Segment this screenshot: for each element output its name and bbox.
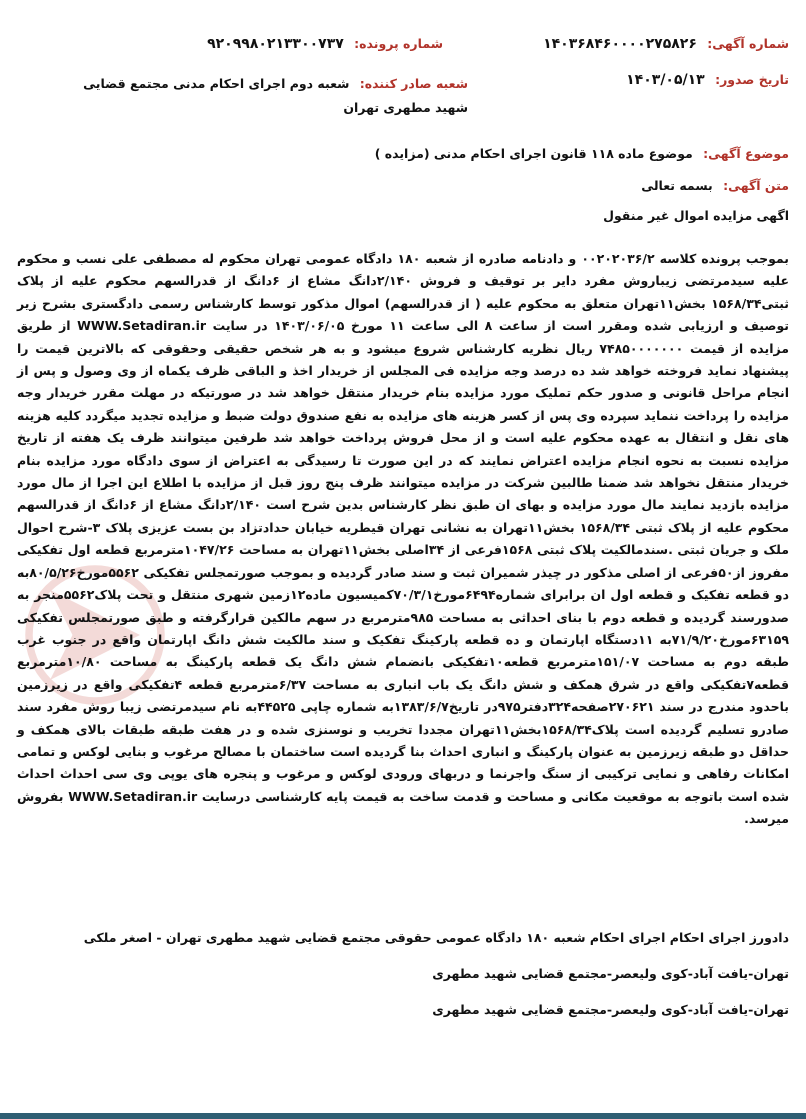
issuing-branch-label: شعبه صادر کننده:: [359, 76, 468, 91]
ad-subject-label: موضوع آگهی:: [703, 146, 789, 161]
auction-heading: اگهی مزایده اموال غیر منقول: [603, 208, 789, 223]
issue-date-value: ۱۴۰۳/۰۵/۱۳: [626, 72, 705, 88]
issue-date-label: تاریخ صدور:: [715, 72, 789, 87]
ad-number: [543, 36, 789, 52]
auction-body: بموجب پرونده کلاسه ۰۰۲۰۲۰۳۶/۲ و دادنامه صادره از شعبه ۱۸۰ دادگاه عمومی تهران محکوم له مصطفی علی نسب و محکوم علیه سیدمرتضی زیباروش مفرد دایر بر توقیف و فروش ۲/۱۴۰دانگ مشاع از ۶دانگ از قدرالسهم محکوم علیه از پلاک ثبتی۱۵۶۸/۳۴ بخش۱۱تهران متعلق به محکوم علیه ( از قدرالسهم) اموال مذکور توسط کارشناس رسمی دادگستری بشرح زیر توصیف و ارزیابی شده ومقرر است از ساعت ۸ الی ساعت ۱۱ مورخ ۱۴۰۳/۰۶/۰۵ در سایت WWW.Setadiran.ir از طریق مزایده از قیمت ۷۴۸۵۰۰۰۰۰۰۰ ریال نظریه کارشناس شروع میشود و به هر شخص حقیقی وحقوقی که بالاترین قیمت را پیشنهاد نماید فروخته خواهد شد ده درصد وجه مزایده فی المجلس از خریدار اخذ و الباقی ظرف یکماه از وی وصول و پس از انجام مراحل قانونی و صدور حکم تملیک مورد مزایده بنام خریدار منتقل خواهد شد در صورتیکه در مهلت مقرر خریدار وجه مزایده را پرداخت ننماید سپرده وی پس از کسر هزینه های مزایده به نفع صندوق دولت ضبط و مزایده تجدید میگردد کلیه هزینه های نقل و انتقال به عهده محکوم علیه است و از محل فروش پرداخت خواهد شد طرفین میتوانند ظرف یک هفته از تاریخ مزایده نسبت به نحوه انجام مزایده اعتراض نمایند که در این صورت تا رسیدگی به اعتراض از سوی دادگاه مورد مزایده بنام خریدار منتقل نخواهد شد ضمنا طالبین شرکت در مزایده میتوانند ظرف پنج روز قبل از مزایده با اطلاع این اجرا از مال مورد مزایده بازدید نمایند مال مورد مزایده و بهای ان طبق نظر کارشناس بدین شرح است ۲/۱۴۰دانگ مشاع از ۶دانگ از قدرالسهم محکوم علیه از پلاک ثبتی ۱۵۶۸/۳۴ بخش۱۱تهران به نشانی تهران قیطریه خیابان حدادتزاد بن بست عزیزی پلاک ۳-شرح احوال ملک و جریان ثبتی .سندمالکیت پلاک ثبتی ۱۵۶۸فرعی از ۳۴اصلی بخش۱۱تهران به مساحت ۱۰۴۷/۲۶مترمربع قطعه اول تفکیکی مفروز از۵۰فرعی از اصلی مذکور در چیذر شمیران ثبت و سند صادر گردیده و بموجب صورتمجلس تفکیکی ۵۵۶۲مورخ۸۰/۵/۲۶به دو قطعه تفکیک و قطعه اول ان برابرای شماره۶۴۹۴مورخ۷۰/۳/۱کمیسیون ماده۱۲زمین شهری منتقل و تحت پلاک۵۵۶۲منجر به صدورسند گردیده و قطعه دوم با بنای احداثی به مساحت ۹۸۵مترمربع در سهم مالکین قرارگرفته و طبق صورتمجلس تفکیکی ۶۳۱۵۹مورخ۷۱/۹/۲۰به ۱۱دستگاه اپارتمان و ده قطعه پارکینگ تفکیک و سند مالکیت شش دانگ اپارتمان واقع در جنوب غرب طبقه دوم به مساحت ۱۵۱/۰۷مترمربع قطعه۱۰تفکیکی بانضمام شش دانگ یک قطعه پارکینگ به مساحت ۱۰/۸۰مترمربع قطعه۷تفکیکی واقع در شرق همکف و شش دانگ یک باب انباری به مساحت ۶/۳۷مترمربع قطعه ۴تفکیکی واقع در زیرزمین باحدود مندرج در سند ۲۷۰۶۲۱صفحه۳۲۴دفتر۹۷۵در تاریخ۱۳۸۳/۶/۷به شماره چاپی ۴۴۵۲۵به نام سیدمرتضی زیبا روش مفرد سند صادرو تسلیم گردیده است پلاک۱۵۶۸/۳۴بخش۱۱تهران مجددا تخریب و نوسنزی شده و در هفت طبقه طبقات بالای همکف و حداقل دو طبقه زیرزمین به عنوان پارکینگ و انباری احداث بنا گردیده است ساختمان با مصالح مرغوب و بنایی لوکس و تمامی امکانات رفاهی و نمایی ترکیبی از سنگ واجرنما و دربهای ورودی لوکس و مرغوب و پنجره های یوپی وی سی احداث احداث شده است باتوجه به موقعیت مکانی و مساحت و قدمت ساخت به قیمت پایه کارشناسی درسایت WWW.Setadiran.ir بفروش میرسد.: [17, 251, 790, 827]
case-number: [207, 36, 443, 52]
issuing-branch: [48, 72, 468, 120]
case-number-value: ۹۲۰۹۹۸۰۲۱۳۳۰۰۷۳۷: [207, 36, 344, 52]
address-line-1: تهران-یافت آباد-کوی ولیعصر-مجتمع قضایی شهید مطهری: [432, 966, 789, 981]
signer-line: دادورز اجرای احکام اجرای احکام شعبه ۱۸۰ دادگاه عمومی حقوقی مجتمع قضایی شهید مطهری تهران - اصغر ملکی: [83, 930, 789, 945]
ad-text: [641, 178, 789, 193]
issuing-branch-value: شعبه دوم اجرای احکام مدنی مجتمع قضایی شهید مطهری تهران: [83, 76, 468, 115]
ad-number-value: ۱۴۰۳۶۸۴۶۰۰۰۰۲۷۵۸۲۶: [543, 36, 697, 52]
ad-number-label: شماره آگهی:: [707, 36, 789, 51]
case-number-label: شماره پرونده:: [354, 36, 443, 51]
issue-date: [626, 72, 789, 88]
ad-subject-value: موضوع ماده ۱۱۸ قانون اجرای احکام مدنی (مزایده ): [374, 146, 693, 161]
ad-text-label: متن آگهی:: [723, 178, 789, 193]
ad-subject: [375, 146, 789, 161]
ad-text-value: بسمه تعالی: [641, 178, 713, 193]
bottom-bar: [0, 1113, 806, 1119]
address-line-2: تهران-یافت آباد-کوی ولیعصر-مجتمع قضایی شهید مطهری: [432, 1002, 789, 1017]
